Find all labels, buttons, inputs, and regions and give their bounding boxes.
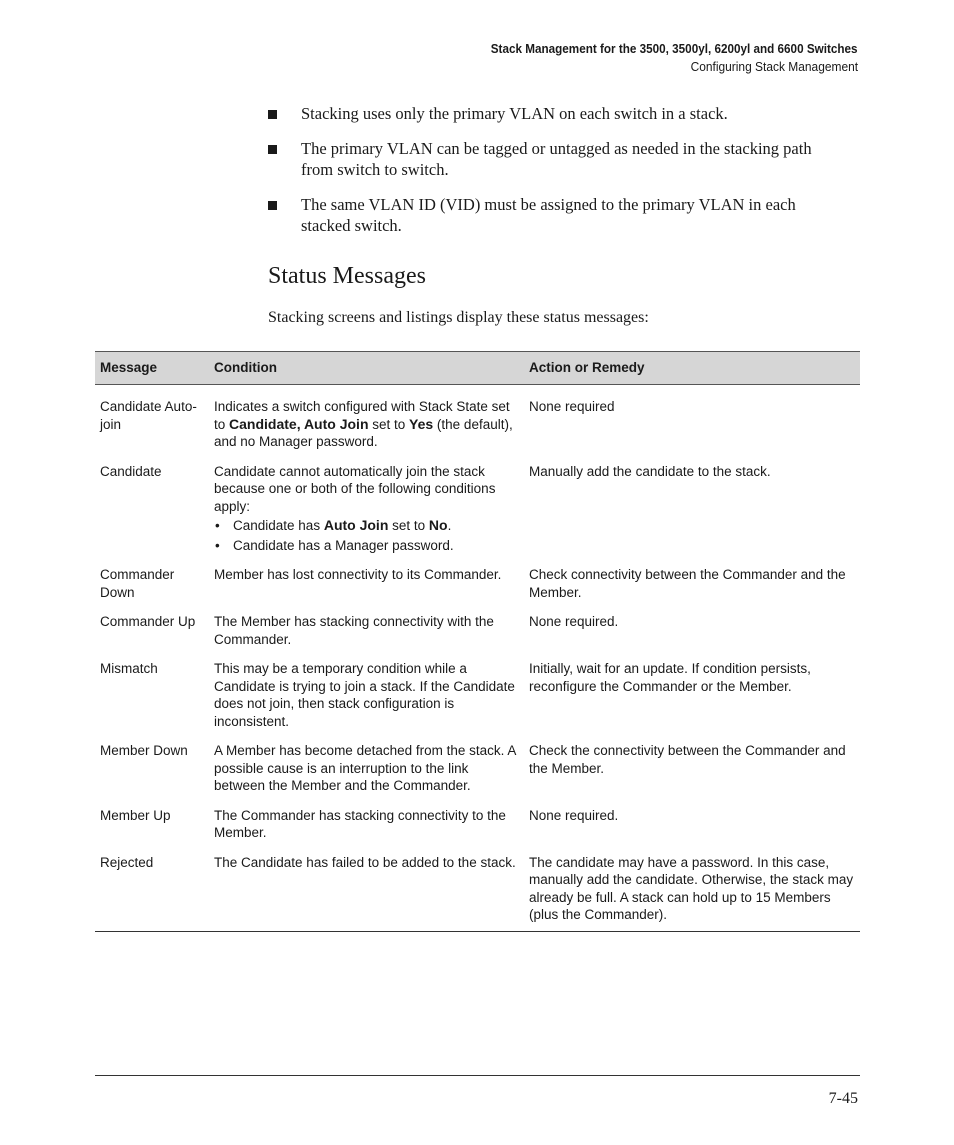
message-cell: Member Up xyxy=(100,807,171,823)
message-cell: Commander Down xyxy=(100,567,175,600)
condition-cell: The Member has stacking connectivity with the Commander. xyxy=(214,614,494,647)
column-header-message: Message xyxy=(95,352,209,385)
condition-cell: The Candidate has failed to be added to the stack. xyxy=(209,848,524,932)
condition-cell: This may be a temporary condition while a Candidate is trying to join a stack. If the Candidate does not join, then stack configuration is inconsistent. xyxy=(214,661,515,729)
bullet-dot-icon: • xyxy=(215,518,220,533)
action-cell: Manually add the candidate to the stack. xyxy=(529,463,771,479)
action-cell: Initially, wait for an update. If condition persists, reconfigure the Commander or the Member. xyxy=(529,661,811,694)
condition-cell: A Member has become detached from the stack. A possible cause is an interruption to the link between the Member and the Commander. xyxy=(214,743,516,793)
table-row xyxy=(95,560,860,607)
list-item xyxy=(214,517,519,535)
condition-cell xyxy=(209,385,524,457)
action-cell: None required xyxy=(529,399,615,414)
condition-text: set to xyxy=(388,518,429,533)
table-row xyxy=(95,736,860,801)
list-item xyxy=(268,194,828,236)
status-messages-table xyxy=(95,351,860,932)
message-cell: Rejected xyxy=(95,848,209,932)
condition-text: Indicates a switch configured with Stack State set to xyxy=(214,399,510,432)
message-cell: Commander Up xyxy=(100,614,196,629)
square-bullet-icon xyxy=(268,201,277,210)
list-item xyxy=(214,537,519,555)
message-cell: Candidate Auto-join xyxy=(100,399,197,432)
list-item-text: The same VLAN ID (VID) must be assigned to the primary VLAN in each stacked switch. xyxy=(301,195,796,235)
list-item-text: The primary VLAN can be tagged or untagged as needed in the stacking path from switch to switch. xyxy=(301,139,812,179)
vlan-requirements-list xyxy=(268,103,828,250)
condition-cell: Member has lost connectivity to its Commander. xyxy=(214,567,502,582)
condition-text: . xyxy=(447,518,452,533)
condition-keyword: Auto Join xyxy=(323,517,389,533)
table-row xyxy=(95,457,860,561)
action-cell: None required. xyxy=(529,614,619,629)
action-cell: Check the connectivity between the Commander and the Member. xyxy=(529,743,846,776)
table-row xyxy=(95,801,860,848)
section-intro: Stacking screens and listings display these status messages: xyxy=(268,309,649,326)
condition-text: (the default), and no Manager password. xyxy=(214,416,513,449)
condition-cell xyxy=(209,457,524,561)
message-cell: Member Down xyxy=(100,743,188,758)
bullet-dot-icon: • xyxy=(215,537,220,553)
column-header-action: Action or Remedy xyxy=(524,352,860,385)
table-row xyxy=(95,654,860,736)
table-row xyxy=(95,607,860,654)
list-item xyxy=(268,103,828,124)
square-bullet-icon xyxy=(268,145,277,154)
action-cell: The candidate may have a password. In this case, manually add the candidate. Otherwise, the stack may already be full. A stack can hold up to 15 Members (plus the Commander). xyxy=(524,848,860,932)
message-cell: Candidate xyxy=(100,463,162,479)
condition-text: Candidate has xyxy=(233,518,324,533)
page-number: 7-45 xyxy=(828,1090,858,1107)
condition-text: Candidate cannot automatically join the stack because one or both of the following conditions apply: xyxy=(214,463,496,514)
table-row xyxy=(95,385,860,457)
footer-divider xyxy=(95,1075,860,1076)
action-cell: Check connectivity between the Commander and the Member. xyxy=(529,567,846,600)
running-header-title: Stack Management for the 3500, 3500yl, 6200yl and 6600 Switches xyxy=(491,41,858,56)
condition-cell: The Commander has stacking connectivity to the Member. xyxy=(214,807,506,840)
square-bullet-icon xyxy=(268,110,277,119)
message-cell: Mismatch xyxy=(100,661,158,676)
column-header-condition: Condition xyxy=(209,352,524,385)
table-header-row xyxy=(95,352,860,385)
table-row xyxy=(95,848,860,932)
condition-keyword: Yes xyxy=(409,415,434,432)
condition-keyword: Candidate, Auto Join xyxy=(229,415,369,432)
condition-text: set to xyxy=(368,416,410,432)
condition-list xyxy=(214,517,519,554)
section-title: Status Messages xyxy=(268,263,426,289)
list-item-text: Stacking uses only the primary VLAN on each switch in a stack. xyxy=(301,104,728,123)
action-cell: None required. xyxy=(529,807,619,823)
condition-text: Candidate has a Manager password. xyxy=(233,537,454,553)
list-item xyxy=(268,138,828,180)
running-header-subtitle: Configuring Stack Management xyxy=(690,59,858,74)
condition-keyword: No xyxy=(428,517,448,533)
